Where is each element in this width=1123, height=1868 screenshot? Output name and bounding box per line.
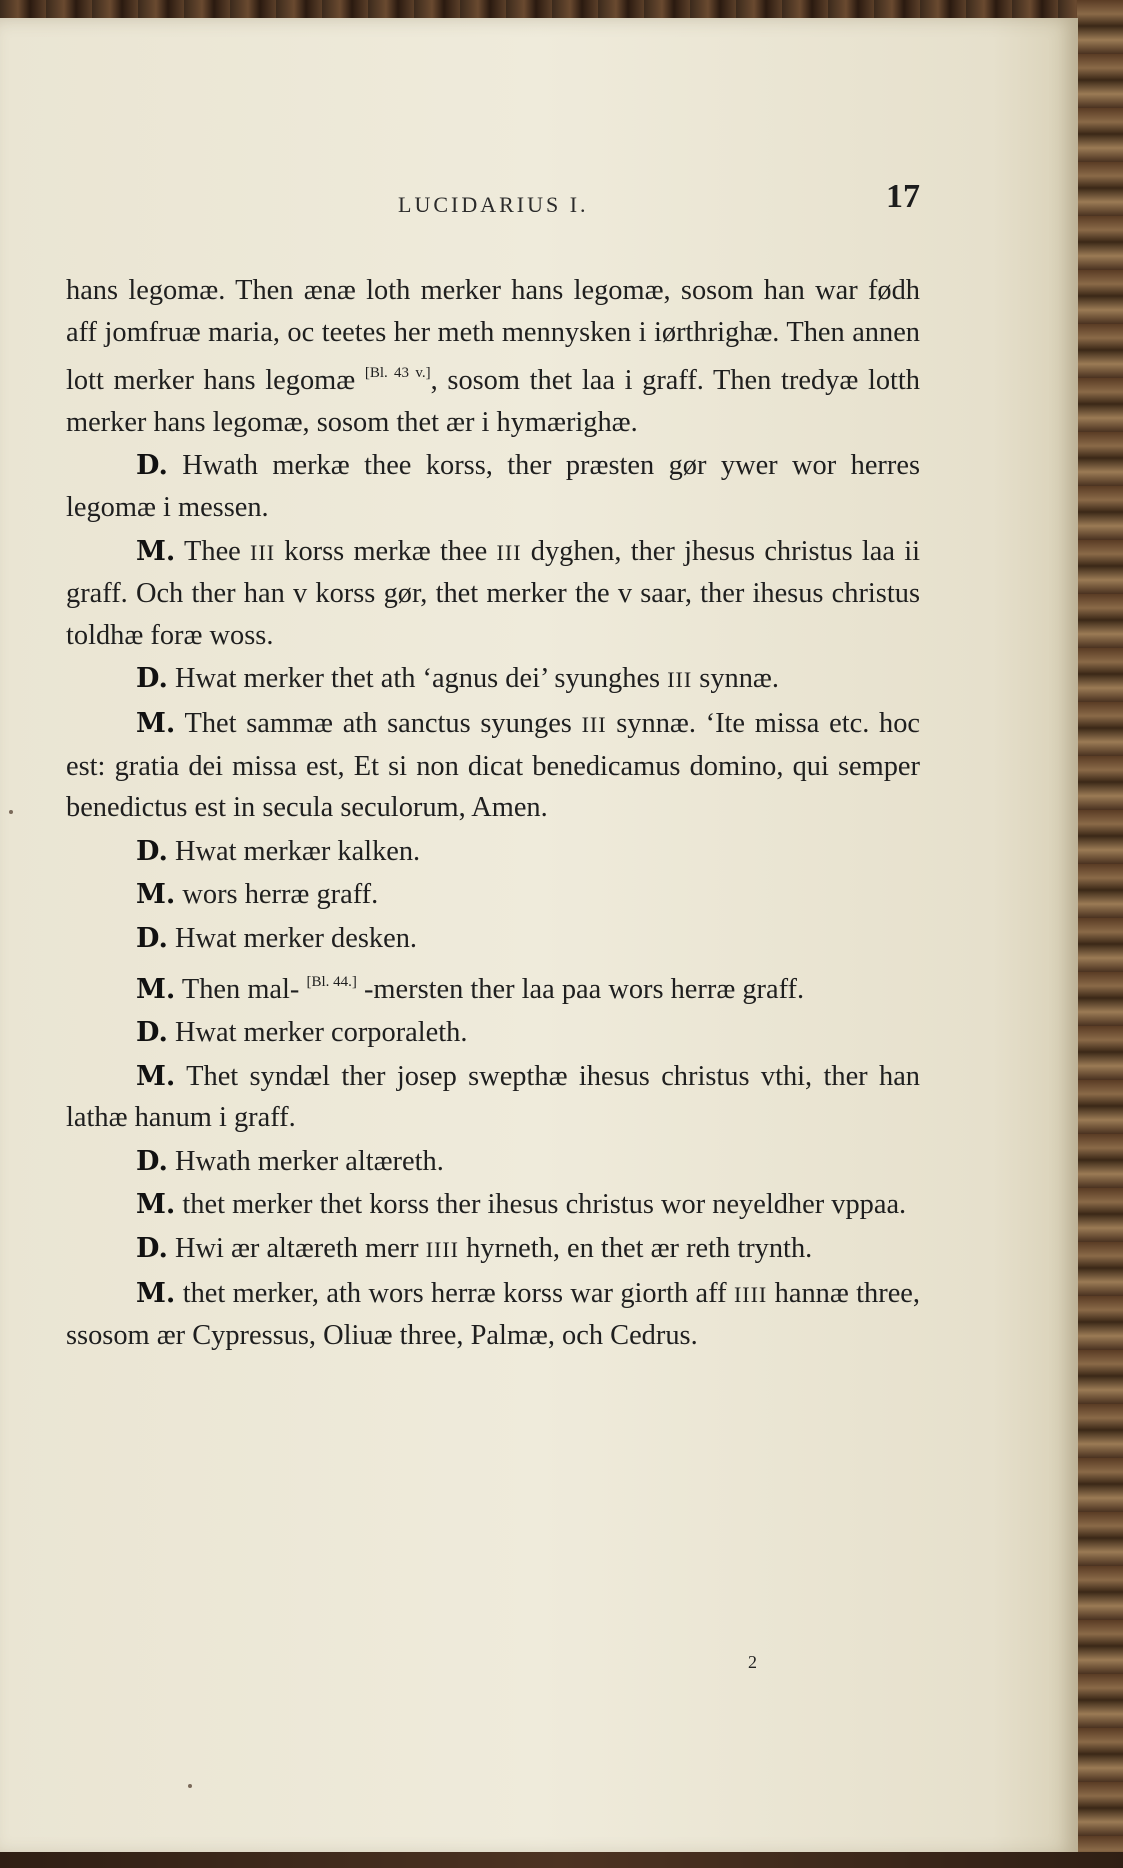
dialogue-question (66, 1228, 920, 1271)
speaker-label: D. (136, 1233, 168, 1265)
speaker-label: M. (136, 535, 176, 567)
dialogue-text: hannæ three, ssosom ær Cypressus, Oliuæ three, Palmæ, och Cedrus. (66, 1277, 921, 1352)
dialogue-text: thet merker, ath wors herræ korss war giorth aff (182, 1277, 734, 1309)
roman-numeral: IIII (733, 1281, 768, 1307)
roman-numeral: III (667, 667, 693, 693)
page (0, 18, 1078, 1856)
body-text (66, 270, 920, 1357)
signature-mark: 2 (748, 1652, 757, 1672)
dialogue-text: synnæ. (692, 663, 779, 695)
speaker-label: M. (136, 1189, 176, 1221)
dialogue-answer (66, 1184, 920, 1226)
dialogue-answer (66, 703, 920, 829)
roman-numeral: III (250, 539, 276, 565)
dialogue-question (66, 1012, 920, 1054)
speaker-label: D. (136, 1145, 168, 1177)
dialogue-question (66, 1141, 920, 1183)
dialogue-answer (66, 531, 920, 657)
dialogue-text: Hwat merker corporaleth. (174, 1017, 468, 1049)
dialogue-question (66, 445, 920, 528)
roman-numeral: IIII (425, 1237, 460, 1263)
speaker-label: D. (136, 922, 168, 954)
page-header (0, 176, 1078, 226)
paper-speck (9, 810, 13, 814)
dialogue-question (66, 831, 920, 873)
dialogue-answer (66, 962, 920, 1011)
page-number: 17 (886, 178, 920, 215)
dialogue-text: Hwat merker thet ath ‘agnus dei’ syunghes (174, 663, 668, 695)
roman-numeral: III (496, 539, 522, 565)
dialogue-text: Thet sammæ ath sanctus syunges (184, 707, 582, 739)
speaker-label: M. (136, 879, 176, 911)
dialogue-text: Hwi ær altæreth merr (174, 1233, 426, 1265)
text-line: legomæ (265, 365, 365, 397)
text-line: hans legomæ. Then ænæ loth merker hans legomæ, sosom (66, 275, 754, 306)
dialogue-text: Thet syndæl ther josep swepthæ ihesus christus vthi, ther han lathæ hanum i graff. (66, 1060, 920, 1134)
dialogue-answer (66, 1273, 920, 1357)
running-title: LUCIDARIUS I. (398, 192, 589, 217)
dialogue-text: Hwat merkær kalken. (174, 835, 421, 867)
text-line: mennysken i iørthrighæ. Then annen lott merker hans (66, 316, 920, 397)
dialogue-text: Hwath merkæ thee korss, ther præsten gør ywer wor herres legomæ i messen. (66, 450, 920, 523)
folio-reference: [Bl. 43 v.] (364, 365, 431, 382)
dialogue-text: Hwat merker desken. (174, 922, 417, 954)
folio-reference: [Bl. 44.] (306, 973, 357, 990)
text-line: , sosom thet laa i graff. Then tredyæ lotth (430, 365, 920, 397)
dialogue-text: korss merkæ thee (275, 535, 497, 567)
speaker-label: D. (136, 1017, 168, 1049)
text-line: merker hans legomæ, sosom thet ær i hymærighæ. (66, 406, 638, 438)
speaker-label: M. (136, 707, 176, 739)
speaker-label: D. (136, 835, 168, 867)
text-line: han war fødh aff jomfruæ maria, oc teetes her meth (66, 275, 920, 348)
dialogue-text: Hwath merker altæreth. (174, 1145, 444, 1177)
dialogue-text: synnæ. ‘Ite missa etc. hoc est: gratia dei missa est, Et si non dicat benedicamus domino, qui semper benedictus est in secula seculorum, Amen. (66, 707, 920, 824)
dialogue-answer (66, 1056, 920, 1139)
dialogue-question (66, 658, 920, 701)
speaker-label: D. (136, 663, 168, 695)
bottom-edge (0, 1852, 1123, 1868)
speaker-label: D. (136, 450, 168, 482)
book-spine (1077, 0, 1123, 1868)
roman-numeral: III (581, 711, 607, 737)
speaker-label: M. (136, 973, 176, 1005)
dialogue-text: Then mal- (181, 973, 307, 1005)
dialogue-question (66, 918, 920, 960)
intro-paragraph (66, 270, 920, 443)
dialogue-text: -mersten ther laa paa wors herræ graff. (356, 973, 805, 1005)
dialogue-text: thet merker thet korss ther ihesus christus wor neyeldher vppaa. (182, 1189, 907, 1221)
speaker-label: M. (136, 1277, 176, 1309)
dialogue-text: dyghen, ther jhesus christus laa ii graff. Och ther han v korss gør, thet merker the v saar, ther ihesus christus toldhæ foræ woss. (66, 535, 921, 651)
paper-speck (188, 1784, 192, 1788)
speaker-label: M. (136, 1060, 176, 1092)
dialogue-text: Thee (184, 535, 251, 567)
dialogue-answer (66, 874, 920, 916)
dialogue-text: wors herræ graff. (182, 879, 379, 911)
dialogue-text: hyrneth, en thet ær reth trynth. (459, 1233, 813, 1265)
